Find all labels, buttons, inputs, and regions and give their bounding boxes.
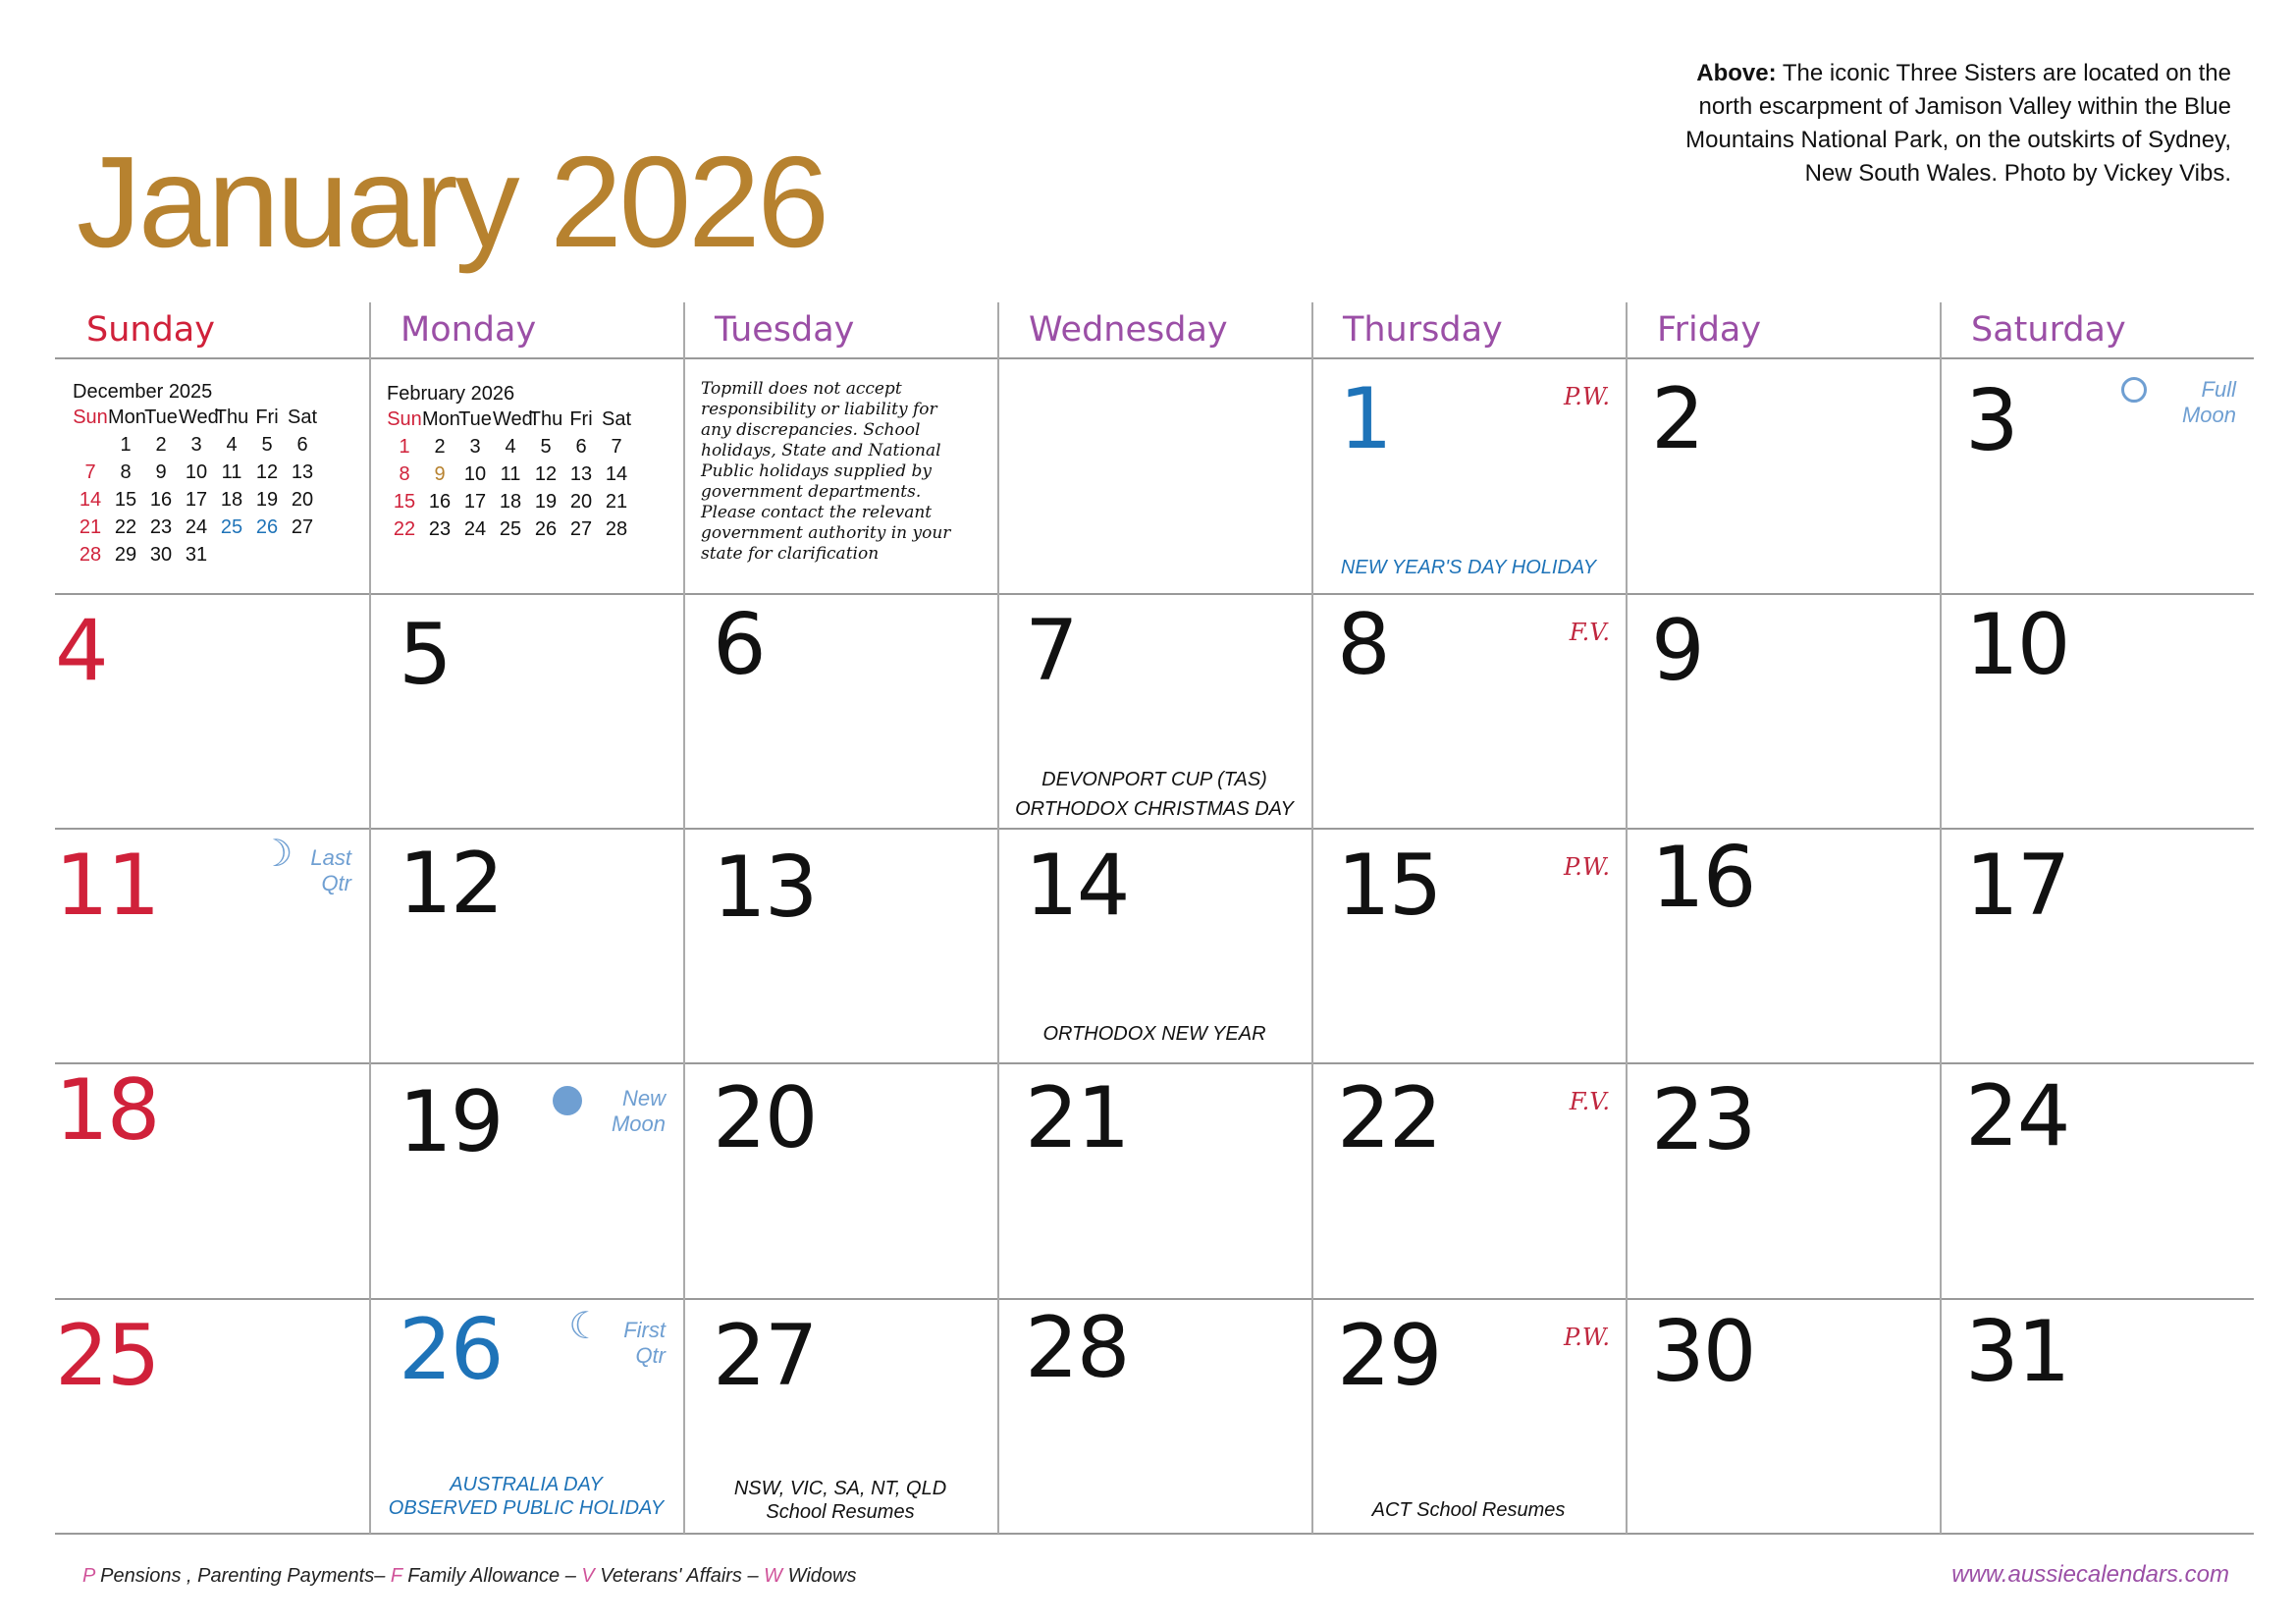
mini-calendar-day: 5 (261, 434, 273, 456)
mini-calendar-day: 13 (569, 463, 593, 485)
day-cell-24[interactable] (1940, 1062, 2254, 1298)
mini-calendar-day: 21 (79, 516, 102, 538)
day-cell-26[interactable] (369, 1298, 683, 1533)
day-cell-5[interactable] (369, 593, 683, 828)
first-quarter-moon-icon: ☾ (568, 1306, 603, 1347)
mini-calendar-day: 2 (155, 434, 167, 456)
mini-calendar-day: 6 (575, 436, 587, 458)
website-link[interactable]: www.aussiecalendars.com (1951, 1561, 2229, 1588)
empty-cell (997, 357, 1311, 593)
mini-calendar-day: 17 (463, 491, 487, 513)
day-number: 8 (1337, 596, 1389, 694)
mini-calendar-title: February 2026 (387, 383, 515, 405)
day-cell-12[interactable] (369, 828, 683, 1062)
full-moon-icon (2121, 377, 2147, 403)
mini-calendar-day: 29 (114, 544, 137, 566)
day-cell-4[interactable] (55, 593, 369, 828)
day-cell-15[interactable] (1311, 828, 1626, 1062)
day-cell-30[interactable] (1626, 1298, 1940, 1533)
payment-code: P.W. (1563, 1324, 1610, 1351)
mini-calendar-day: 14 (605, 463, 628, 485)
mini-calendar-weekday: Fri (255, 406, 279, 428)
mini-calendar-day: 7 (84, 461, 96, 483)
mini-calendar-day: 15 (393, 491, 416, 513)
day-cell-11[interactable] (55, 828, 369, 1062)
mini-calendar-title: December 2025 (73, 381, 213, 403)
moon-phase-label: Full (2201, 377, 2236, 402)
day-number: 10 (1965, 596, 2069, 694)
day-cell-6[interactable] (683, 593, 997, 828)
day-cell-19[interactable] (369, 1062, 683, 1298)
day-number: 17 (1965, 837, 2069, 935)
holiday-label: OBSERVED PUBLIC HOLIDAY (388, 1497, 665, 1519)
day-number: 25 (55, 1307, 159, 1405)
mini-calendar-day: 12 (534, 463, 558, 485)
moon-phase-label: Last (310, 845, 351, 870)
moon-phase-label: New (621, 1086, 666, 1110)
mini-calendar-weekday: Mon (422, 408, 460, 430)
mini-calendar-day: 8 (399, 463, 410, 485)
mini-calendar-day: 11 (221, 461, 242, 483)
photo-caption (1642, 57, 2231, 190)
mini-calendar-day: 4 (226, 434, 238, 456)
mini-calendar-day: 3 (469, 436, 481, 458)
legend-key: V (581, 1565, 595, 1587)
payment-code: F.V. (1569, 619, 1610, 646)
disclaimer-text: Topmill does not accept responsibility or liability for any discrepancies. School holidays, State and National Public holidays supplied by government departments. Please contact the relevant government authority in your state for clarification (701, 379, 951, 564)
month-title: January 2026 (77, 130, 827, 274)
mini-calendar-weekday: Thu (214, 406, 249, 428)
event-label: NSW, VIC, SA, NT, QLD (733, 1478, 947, 1499)
payment-legend (82, 1565, 856, 1588)
day-number: 16 (1651, 829, 1755, 927)
mini-calendar-day: 14 (79, 489, 102, 511)
mini-calendar-day: 26 (534, 518, 558, 540)
mini-calendar-day: 10 (463, 463, 487, 485)
mini-calendar-day: 27 (569, 518, 593, 540)
mini-calendar-day: 9 (155, 461, 167, 483)
mini-calendar-day: 13 (291, 461, 314, 483)
weekday-sunday: Sunday (86, 310, 215, 350)
mini-calendar-day: 25 (220, 516, 243, 538)
event-label: ORTHODOX NEW YEAR (1042, 1023, 1266, 1045)
weekday-wednesday: Wednesday (1029, 310, 1228, 350)
moon-phase-label: First (623, 1318, 666, 1342)
holiday-label: AUSTRALIA DAY (450, 1474, 603, 1495)
mini-calendar-day: 4 (505, 436, 516, 458)
mini-calendar-day: 28 (79, 544, 102, 566)
day-number: 1 (1339, 370, 1391, 468)
day-cell-18[interactable] (55, 1062, 369, 1298)
day-number: 9 (1651, 602, 1703, 700)
mini-calendar-day: 23 (428, 518, 452, 540)
mini-calendar-day: 21 (605, 491, 628, 513)
mini-calendar-day: 15 (114, 489, 137, 511)
legend-text: Family Allowance – (401, 1565, 582, 1587)
day-number: 20 (713, 1069, 817, 1167)
day-cell-16[interactable] (1626, 828, 1940, 1062)
day-cell-3[interactable] (1940, 357, 2254, 593)
moon-phase-label: Moon (611, 1111, 666, 1136)
day-number: 21 (1025, 1069, 1129, 1167)
weekday-tuesday: Tuesday (715, 310, 855, 350)
day-cell-31[interactable] (1940, 1298, 2254, 1533)
day-number: 19 (399, 1073, 503, 1171)
day-cell-22[interactable] (1311, 1062, 1626, 1298)
calendar-grid (55, 357, 2254, 1534)
mini-calendar-day: 1 (399, 436, 410, 458)
mini-calendar-day: 8 (120, 461, 132, 483)
mini-calendar-weekday: Tue (458, 408, 492, 430)
mini-calendar-day: 22 (393, 518, 416, 540)
mini-calendar-day: 17 (185, 489, 208, 511)
day-cell-10[interactable] (1940, 593, 2254, 828)
mini-calendar-cell (369, 357, 683, 593)
legend-text: Veterans' Affairs – (594, 1565, 765, 1587)
grid-line (55, 1533, 2254, 1535)
weekday-friday: Friday (1657, 310, 1762, 350)
day-number: 5 (399, 606, 451, 704)
event-label: ORTHODOX CHRISTMAS DAY (1015, 798, 1294, 820)
mini-calendar-weekday: Tue (144, 406, 178, 428)
mini-calendar-day: 31 (185, 544, 208, 566)
mini-calendar-day: 26 (255, 516, 279, 538)
day-number: 23 (1651, 1071, 1755, 1169)
day-cell-27[interactable] (683, 1298, 997, 1533)
mini-calendar-day: 10 (185, 461, 208, 483)
mini-calendar-day: 20 (291, 489, 314, 511)
mini-calendar-day: 18 (499, 491, 522, 513)
moon-phase-new (612, 1086, 666, 1137)
mini-calendar-weekday: Thu (528, 408, 563, 430)
moon-phase-first-quarter (568, 1306, 666, 1369)
day-number: 24 (1965, 1067, 2069, 1165)
mini-calendar-day: 20 (569, 491, 593, 513)
day-number: 12 (399, 835, 503, 933)
mini-calendar-day: 9 (434, 463, 446, 485)
mini-calendar-day: 16 (149, 489, 173, 511)
legend-text: Pensions , Parenting Payments– (94, 1565, 391, 1587)
mini-calendar-day: 7 (611, 436, 622, 458)
mini-calendar-day: 28 (605, 518, 628, 540)
day-cell-13[interactable] (683, 828, 997, 1062)
day-number: 4 (55, 602, 107, 700)
day-cell-20[interactable] (683, 1062, 997, 1298)
payment-code: P.W. (1563, 383, 1610, 410)
mini-calendar-day: 6 (296, 434, 308, 456)
event-label: School Resumes (766, 1501, 915, 1523)
weekday-header (55, 302, 2254, 357)
mini-calendar-day: 12 (255, 461, 279, 483)
payment-code: P.W. (1563, 853, 1610, 881)
mini-calendar-day: 25 (499, 518, 522, 540)
day-number: 15 (1337, 837, 1441, 935)
day-cell-23[interactable] (1626, 1062, 1940, 1298)
day-cell-17[interactable] (1940, 828, 2254, 1062)
mini-calendar-weekday: Sat (601, 408, 632, 430)
day-number: 11 (55, 837, 159, 935)
mini-calendar-day: 24 (185, 516, 208, 538)
mini-calendar-day: 19 (255, 489, 279, 511)
mini-calendar-day: 23 (149, 516, 173, 538)
day-number: 2 (1651, 370, 1703, 468)
event-label: DEVONPORT CUP (TAS) (1041, 769, 1267, 790)
day-number: 30 (1651, 1303, 1755, 1401)
day-cell-21[interactable] (997, 1062, 1311, 1298)
mini-calendar-day: 1 (120, 434, 132, 456)
day-cell-9[interactable] (1626, 593, 1940, 828)
mini-calendar-day: 30 (149, 544, 173, 566)
mini-calendar-weekday: Wed (179, 406, 219, 428)
day-cell-7[interactable] (997, 593, 1311, 828)
day-number: 28 (1025, 1299, 1129, 1397)
mini-calendar-weekday: Fri (569, 408, 593, 430)
caption-label: Above: (1696, 60, 1777, 86)
day-number: 3 (1965, 372, 2017, 470)
day-number: 7 (1025, 602, 1077, 700)
day-cell-14[interactable] (997, 828, 1311, 1062)
legend-key: P (82, 1565, 95, 1587)
day-number: 22 (1337, 1069, 1441, 1167)
event-label: ACT School Resumes (1371, 1499, 1566, 1521)
moon-phase-label: Qtr (635, 1343, 666, 1368)
last-quarter-moon-icon: ☽ (259, 834, 294, 875)
day-number: 6 (713, 596, 765, 694)
mini-calendar-weekday: Sat (287, 406, 318, 428)
mini-calendar-weekday: Wed (493, 408, 533, 430)
disclaimer-cell (683, 357, 997, 593)
legend-text: Widows (782, 1565, 857, 1587)
mini-calendar-weekday: Sun (73, 406, 108, 428)
moon-phase-label: Moon (2181, 403, 2236, 427)
mini-calendar-day: 16 (428, 491, 452, 513)
caption-text: The iconic Three Sisters are located on the north escarpment of Jamison Valley within the Blue Mountains National Park, on the outskirts of Sydney, New South Wales. Photo by Vickey Vibs. (1685, 60, 2231, 187)
mini-calendar-day: 5 (540, 436, 552, 458)
day-cell-29[interactable] (1311, 1298, 1626, 1533)
legend-key: W (764, 1565, 783, 1587)
day-cell-25[interactable] (55, 1298, 369, 1533)
mini-calendar-day: 3 (190, 434, 202, 456)
moon-phase-full (2182, 377, 2236, 428)
mini-calendar-cell (55, 357, 369, 593)
moon-phase-label: Qtr (321, 871, 351, 895)
payment-code: F.V. (1569, 1088, 1610, 1115)
day-number: 27 (713, 1307, 817, 1405)
mini-calendar-day: 22 (114, 516, 137, 538)
mini-calendar-day: 19 (534, 491, 558, 513)
holiday-label: NEW YEAR'S DAY HOLIDAY (1340, 557, 1597, 578)
mini-calendar-weekday: Sun (387, 408, 422, 430)
mini-calendar-weekday: Mon (108, 406, 146, 428)
day-number: 29 (1337, 1307, 1441, 1405)
day-cell-1[interactable] (1311, 357, 1626, 593)
mini-calendar-day: 27 (291, 516, 314, 538)
day-number: 14 (1025, 837, 1129, 935)
mini-calendar-day: 11 (500, 463, 521, 485)
legend-key: F (390, 1565, 402, 1587)
day-cell-2[interactable] (1626, 357, 1940, 593)
new-moon-icon (553, 1086, 582, 1115)
weekday-monday: Monday (400, 310, 537, 350)
mini-calendar-day: 2 (434, 436, 446, 458)
day-cell-8[interactable] (1311, 593, 1626, 828)
day-number: 13 (713, 839, 817, 937)
weekday-saturday: Saturday (1971, 310, 2126, 350)
day-number: 31 (1965, 1303, 2069, 1401)
moon-phase-last-quarter (259, 834, 351, 896)
day-number: 18 (55, 1061, 159, 1160)
mini-calendar-day: 18 (220, 489, 243, 511)
weekday-thursday: Thursday (1343, 310, 1503, 350)
day-cell-28[interactable] (997, 1298, 1311, 1533)
mini-calendar-day: 24 (463, 518, 487, 540)
day-number: 26 (399, 1301, 503, 1399)
